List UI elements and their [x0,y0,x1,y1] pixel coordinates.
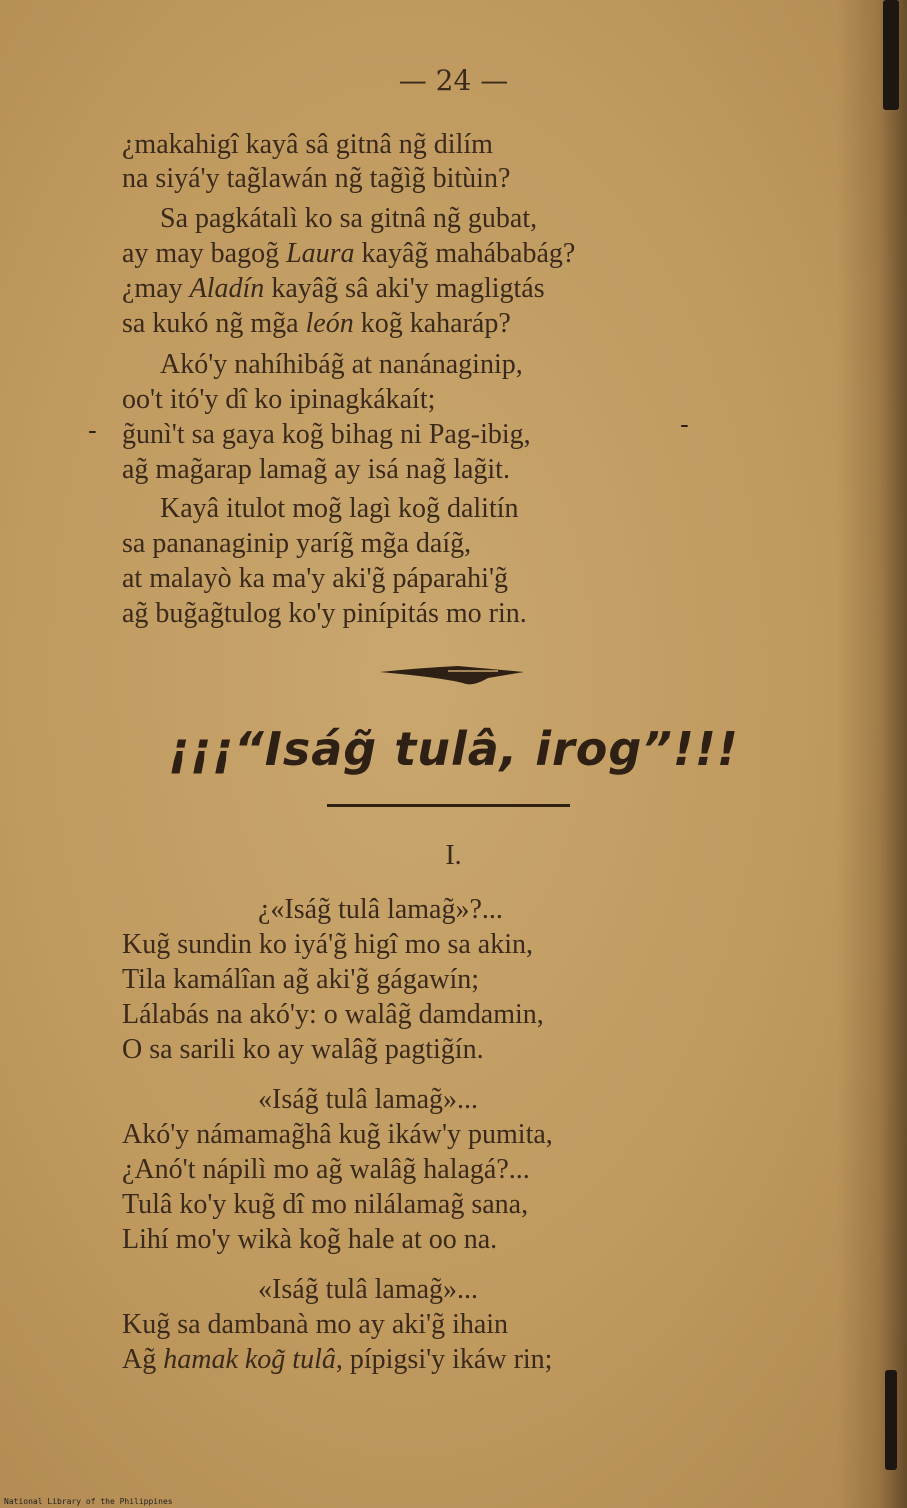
section-number: I. [445,840,462,871]
poem-line [122,1033,484,1067]
line-text: ¿«Iság̃ tulâ lamag̃»?... [258,894,503,925]
line-text: Lálabás na akó'y: o walâg̃ damdamin, [122,999,544,1030]
poem-title: ¡¡¡“Iság̃ tulâ, irog”!!! [168,722,739,776]
italic-word: Aladín [189,273,265,304]
poem-line [258,1083,478,1117]
poem-line [122,128,493,162]
line-text: ay may bagog̃ [122,238,287,269]
line-text: ag̃ mag̃arap lamag̃ ay isá nag̃ lag̃it. [122,454,510,485]
line-text: Lihí mo'y wikà kog̃ hale at oo na. [122,1224,498,1255]
poem-line [122,1308,508,1342]
line-text: Ag̃ [122,1344,164,1375]
poem-line [122,1343,552,1377]
ornament-divider [378,658,526,688]
poem-line [122,237,575,271]
line-text: kayâg̃ mahábabág? [354,238,576,269]
poem-line [122,998,544,1032]
italic-word: león [305,308,354,339]
poem-line [122,162,510,196]
poem-line [122,562,508,596]
poem-line [122,418,531,452]
line-text: Kug̃ sa dambanà mo ay aki'g̃ ihain [122,1309,509,1340]
poem-line [122,383,435,417]
poem-line [122,1188,528,1222]
line-text: Kayâ itulot mog̃ lagì kog̃ dalitín [160,493,519,524]
line-text: «Iság̃ tulâ lamag̃»... [258,1274,479,1305]
line-text: sa pananaginip yaríg̃ mg̃a daíg̃, [122,528,472,559]
page-number: — 24 — [398,64,509,97]
line-text: ag̃ bug̃ag̃tulog ko'y pinípitás mo rin. [122,598,527,629]
title-rule [327,804,570,807]
line-text: oo't itó'y dî ko ipinagkákaít; [122,384,436,415]
line-text: kayâg̃ sâ aki'y magligtás [264,273,545,304]
italic-word: hamak kog̃ tulâ [163,1344,336,1375]
poem-line [160,348,523,382]
binding-mark [885,1370,897,1470]
line-text: , pípigsi'y ikáw rin; [335,1344,553,1375]
line-text: Akó'y nahíhibág̃ at nanánaginip, [160,349,523,380]
margin-mark: - [88,416,97,446]
italic-word: Laura [286,238,355,269]
poem-line [122,963,479,997]
poem-line [122,272,545,306]
margin-mark: - [680,410,689,440]
poem-line [122,527,471,561]
poem-line [122,453,510,487]
poem-line [122,597,527,631]
line-text: ¿may [122,273,190,304]
line-text: O sa sarili ko ay walâg̃ pagtig̃ín. [122,1034,484,1065]
poem-line [122,928,533,962]
line-text: ¿makahigî kayâ sâ gitnâ ng̃ dilím [122,129,493,160]
poem-line [258,1273,478,1307]
poem-line [258,893,503,927]
poem-line [160,202,537,236]
line-text: Tulâ ko'y kug̃ dî mo nilálamag̃ sana, [122,1189,529,1220]
poem-line [160,492,519,526]
line-text: g̃unì't sa gaya kog̃ bihag ni Pag-ibig, [122,419,531,450]
line-text: Sa pagkátalì ko sa gitnâ ng̃ gubat, [160,203,538,234]
line-text: Tila kamálîan ag̃ aki'g̃ gágawín; [122,964,480,995]
poem-line [122,307,511,341]
line-text: Akó'y námamag̃hâ kug̃ ikáw'y pumita, [122,1119,553,1150]
line-text: sa kukó ng̃ mg̃a [122,308,306,339]
line-text: Kug̃ sundin ko iyá'g̃ higî mo sa akin, [122,929,534,960]
line-text: at malayò ka ma'y aki'g̃ páparahi'g̃ [122,563,508,594]
poem-line [122,1118,553,1152]
line-text: «Iság̃ tulâ lamag̃»... [258,1084,479,1115]
poem-line [122,1223,497,1257]
line-text: na siyá'y tag̃lawán ng̃ tag̃ìg̃ bitùin? [122,163,511,194]
line-text: ¿Anó't nápilì mo ag̃ walâg̃ halagá?... [122,1154,530,1185]
line-text: kog̃ kaharáp? [353,308,511,339]
poem-line [122,1153,530,1187]
library-credit: National Library of the Philippines [4,1497,173,1506]
